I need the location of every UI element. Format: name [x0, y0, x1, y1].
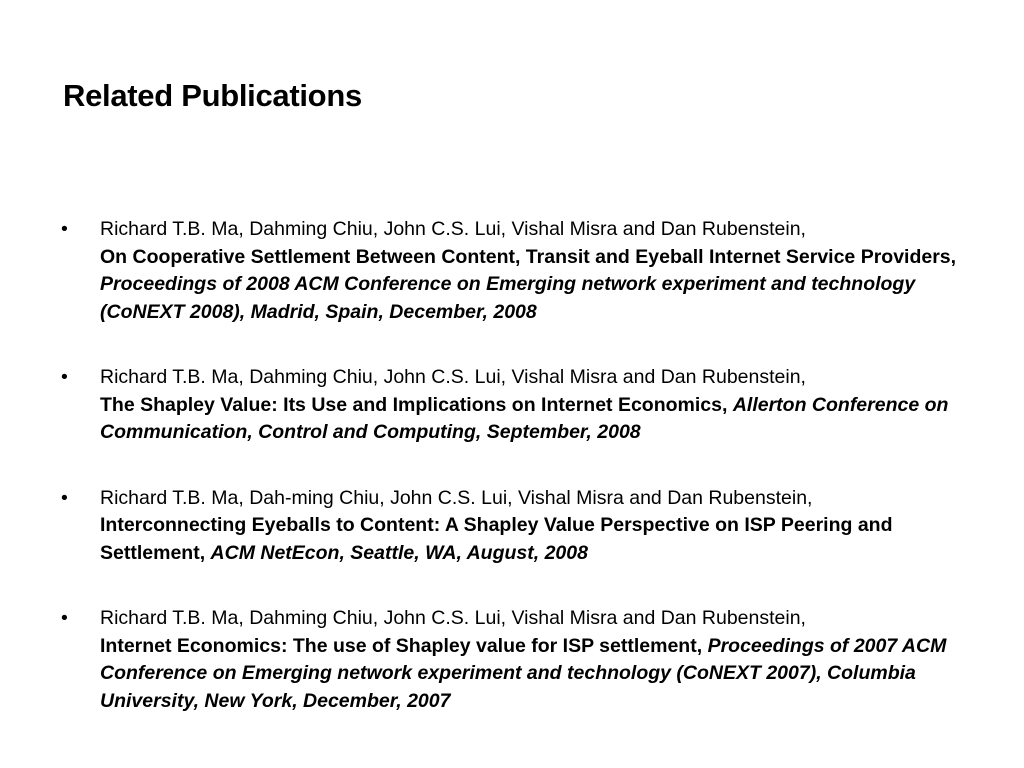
publication-title: Interconnecting Eyeballs to Content: A Shapley Value Perspective on ISP Peering and Settlement, [100, 514, 893, 564]
publication-venue: Proceedings of 2008 ACM Conference on Emerging network experiment and technology (CoNEXT 2008), Madrid, Spain, December, 2008 [100, 273, 916, 323]
list-item [0, 605, 1024, 715]
list-item [0, 216, 1024, 326]
list-item [0, 485, 1024, 568]
publication-list [0, 216, 1024, 753]
list-item [0, 364, 1024, 447]
page-title: Related Publications [63, 78, 362, 113]
bullet-icon: • [61, 486, 68, 509]
publication-title: The Shapley Value: Its Use and Implications on Internet Economics, [100, 393, 728, 416]
publication-authors: Richard T.B. Ma, Dahming Chiu, John C.S. Lui, Vishal Misra and Dan Rubenstein, [100, 607, 806, 629]
publication-title: Internet Economics: The use of Shapley value for ISP settlement, [100, 634, 703, 657]
publication-venue: ACM NetEcon, Seattle, WA, August, 2008 [210, 541, 588, 564]
bullet-icon: • [61, 218, 68, 240]
bullet-icon: • [61, 607, 68, 629]
publication-title: On Cooperative Settlement Between Content, Transit and Eyeball Internet Service Providers, [100, 245, 957, 268]
publication-venue: Allerton Conference on Communication, Control and Computing, September, 2008 [100, 393, 949, 443]
bullet-icon: • [61, 366, 68, 388]
publication-venue: Proceedings of 2007 ACM Conference on Emerging network experiment and technology (CoNEXT 2007), Columbia University, New York, December, 2007 [100, 634, 947, 712]
publication-authors: Richard T.B. Ma, Dahming Chiu, John C.S. Lui, Vishal Misra and Dan Rubenstein, [100, 218, 806, 240]
publication-authors: Richard T.B. Ma, Dah-ming Chiu, John C.S. Lui, Vishal Misra and Dan Rubenstein, [100, 486, 813, 509]
publication-authors: Richard T.B. Ma, Dahming Chiu, John C.S. Lui, Vishal Misra and Dan Rubenstein, [100, 366, 806, 388]
